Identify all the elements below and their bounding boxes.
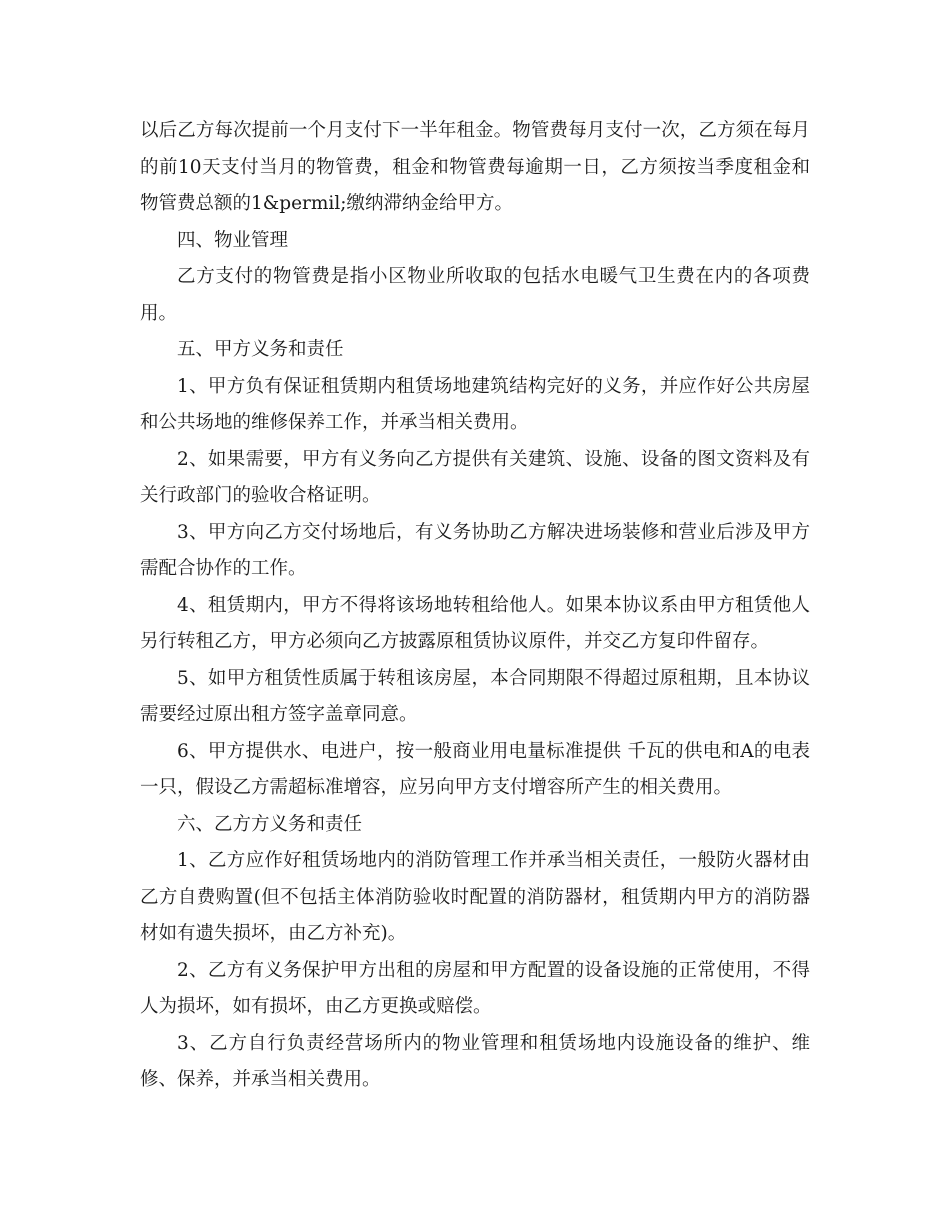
clause-party-a-4: 4、租赁期内，甲方不得将该场地转租给他人。如果本协议系由甲方租赁他人另行转租乙方，甲方必须向乙方披露原租赁协议原件，并交乙方复印件留存。 [140, 594, 810, 652]
document-body [140, 113, 810, 1099]
clause-party-a-2: 2、如果需要，甲方有义务向乙方提供有关建筑、设施、设备的图文资料及有关行政部门的验收合格证明。 [140, 448, 810, 506]
clause-party-b-2: 2、乙方有义务保护甲方出租的房屋和甲方配置的设备设施的正常使用，不得人为损坏，如有损坏，由乙方更换或赔偿。 [140, 959, 810, 1017]
clause-party-a-5: 5、如甲方租赁性质属于转租该房屋，本合同期限不得超过原租期，且本协议需要经过原出租方签字盖章同意。 [140, 667, 810, 725]
clause-party-a-3: 3、甲方向乙方交付场地后，有义务协助乙方解决进场装修和营业后涉及甲方需配合协作的工作。 [140, 521, 810, 579]
paragraph-property-fee: 乙方支付的物管费是指小区物业所收取的包括水电暖气卫生费在内的各项费用。 [140, 266, 810, 324]
clause-party-b-1: 1、乙方应作好租赁场地内的消防管理工作并承当相关责任，一般防火器材由乙方自费购置(但不包括主体消防验收时配置的消防器材，租赁期内甲方的消防器材如有遗失损坏，由乙方补充)。 [140, 850, 810, 944]
section-heading-property-management: 四、物业管理 [177, 229, 289, 251]
section-heading-party-b-duties: 六、乙方方义务和责任 [177, 813, 363, 835]
paragraph-rent-payment-continued: 以后乙方每次提前一个月支付下一半年租金。物管费每月支付一次，乙方须在每月的前10天支付当月的物管费，租金和物管费每逾期一日，乙方须按当季度租金和物管费总额的1&permil;缴纳滞纳金给甲方。 [140, 120, 810, 214]
clause-party-a-1: 1、甲方负有保证租赁期内租赁场地建筑结构完好的义务，并应作好公共房屋和公共场地的维修保养工作，并承当相关费用。 [140, 375, 810, 433]
clause-party-b-3: 3、乙方自行负责经营场所内的物业管理和租赁场地内设施设备的维护、维修、保养，并承当相关费用。 [140, 1032, 810, 1090]
clause-party-a-6: 6、甲方提供水、电进户，按一般商业用电量标准提供 千瓦的供电和A的电表一只，假设乙方需超标准增容，应另向甲方支付增容所产生的相关费用。 [140, 740, 810, 798]
section-heading-party-a-duties: 五、甲方义务和责任 [177, 339, 344, 360]
